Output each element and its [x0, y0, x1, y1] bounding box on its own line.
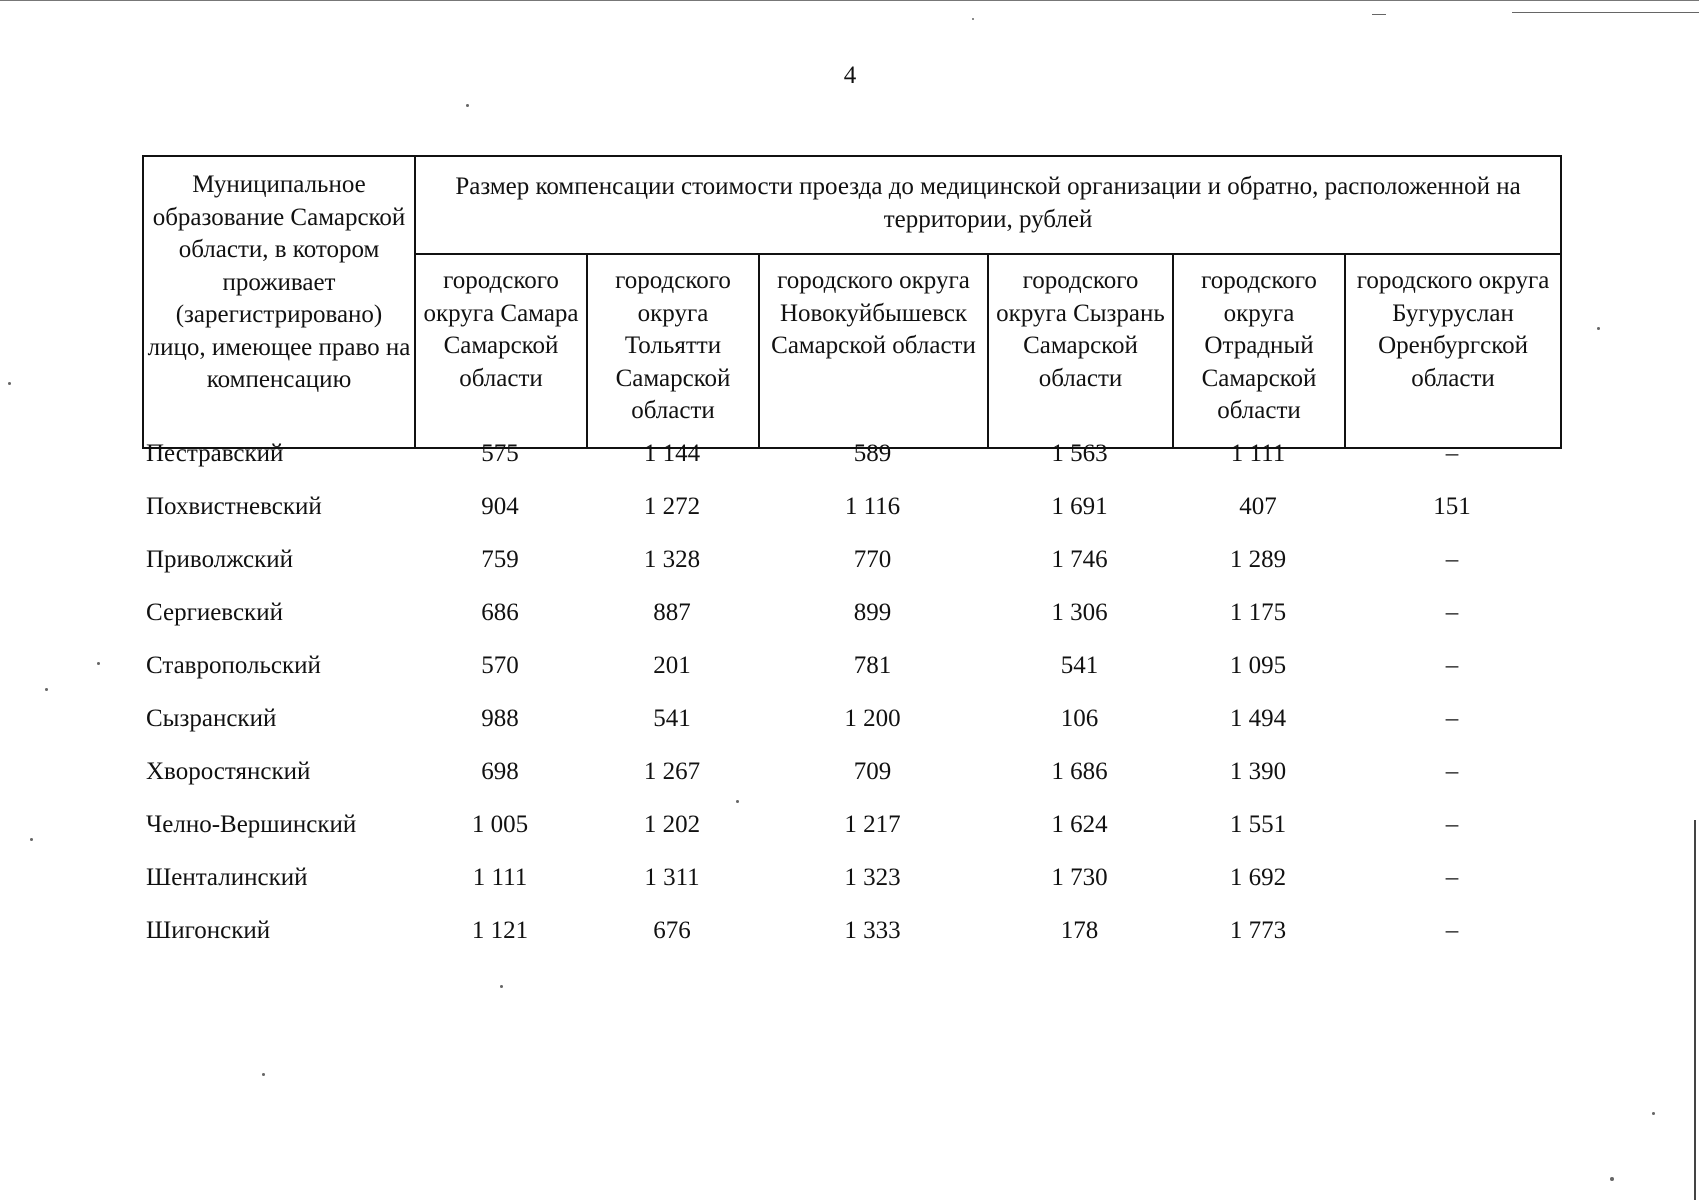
- table-cell: 770: [853, 546, 892, 573]
- table-cell: –: [1445, 599, 1459, 626]
- table-cell: 1 217: [844, 811, 901, 838]
- scan-speck: [30, 838, 33, 841]
- page-number: 4: [843, 62, 857, 89]
- table-cell: 686: [481, 599, 519, 626]
- table-cell: 759: [481, 546, 519, 573]
- table-cell: 151: [1433, 493, 1471, 520]
- table-cell: 1 200: [844, 705, 901, 732]
- table-cell: 1 175: [1229, 599, 1287, 626]
- table-cell: 1 624: [1051, 811, 1108, 838]
- table-cell: 1 692: [1229, 864, 1287, 891]
- table-cell: 1 289: [1229, 546, 1287, 573]
- scan-speck: [1597, 327, 1600, 330]
- table-row: [142, 917, 1560, 970]
- scan-speck: [262, 1073, 265, 1076]
- scan-speck: [972, 18, 974, 20]
- municipality-name: Шигонский: [146, 917, 271, 944]
- table-cell: 1 116: [844, 493, 901, 520]
- table-cell: 1 111: [1230, 440, 1286, 467]
- table-cell: –: [1445, 917, 1459, 944]
- municipality-name: Сергиевский: [146, 599, 283, 626]
- scan-speck: [8, 382, 11, 385]
- scan-speck: [97, 662, 100, 665]
- municipality-name: Приволжский: [146, 546, 294, 573]
- table-cell: 899: [853, 599, 892, 626]
- table-header: [142, 155, 1562, 449]
- municipality-name: Ставропольский: [146, 652, 321, 679]
- table-cell: 575: [481, 440, 519, 467]
- table-cell: 1 686: [1051, 758, 1108, 785]
- table-cell: 178: [1060, 917, 1099, 944]
- municipality-column-header: Муниципальное образование Самарской области, в котором проживает (зарегистрировано) лицо, имеющее право на компенсацию: [143, 156, 415, 448]
- column-header-buguruslan: городского округа Бугуруслан Оренбургской области: [1345, 254, 1561, 448]
- table-cell: 887: [653, 599, 691, 626]
- table-row: [142, 493, 1560, 546]
- table-cell: 1 121: [471, 917, 529, 944]
- municipality-name: Похвистневский: [146, 493, 322, 520]
- column-header-syzran: городского округа Сызрань Самарской области: [988, 254, 1173, 448]
- table-cell: 1 111: [472, 864, 528, 891]
- scan-speck: [1652, 1112, 1655, 1115]
- table-cell: –: [1445, 758, 1459, 785]
- column-header-samara: городского округа Самара Самарской области: [415, 254, 587, 448]
- table-cell: 1 730: [1051, 864, 1108, 891]
- scan-speck: [1610, 1177, 1614, 1181]
- table-cell: 781: [853, 652, 892, 679]
- table-cell: –: [1445, 864, 1459, 891]
- table-cell: 1 691: [1051, 493, 1108, 520]
- table-row: [142, 705, 1560, 758]
- scan-speck: [1694, 820, 1696, 1200]
- table-cell: 1 390: [1229, 758, 1287, 785]
- table-cell: 1 267: [643, 758, 701, 785]
- table-cell: 698: [481, 758, 519, 785]
- table-cell: 1 144: [643, 440, 701, 467]
- municipality-name: Челно-Вершинский: [146, 811, 357, 838]
- table-cell: 589: [853, 440, 892, 467]
- table-cell: 1 202: [643, 811, 701, 838]
- column-header-novokuibyshevsk: городского округа Новокуйбышевск Самарской области: [759, 254, 988, 448]
- compensation-span-header: Размер компенсации стоимости проезда до медицинской организации и обратно, расположенной на территории, рублей: [415, 156, 1561, 254]
- table-cell: 1 005: [471, 811, 529, 838]
- top-border-line: [0, 0, 1699, 1]
- table-row: [142, 599, 1560, 652]
- table-cell: 570: [481, 652, 519, 679]
- column-header-otradny: городского округа Отрадный Самарской области: [1173, 254, 1345, 448]
- table-cell: 1 773: [1229, 917, 1287, 944]
- table-cell: 541: [1060, 652, 1099, 679]
- table-cell: 709: [853, 758, 892, 785]
- scan-speck: [466, 104, 469, 107]
- table-cell: 1 746: [1051, 546, 1108, 573]
- table-row: [142, 546, 1560, 599]
- scan-speck: [1372, 14, 1386, 15]
- table-cell: 1 563: [1051, 440, 1108, 467]
- table-cell: 1 333: [844, 917, 901, 944]
- table-cell: –: [1445, 440, 1459, 467]
- column-header-tolyatti: городского округа Тольятти Самарской области: [587, 254, 759, 448]
- table-cell: 1 328: [643, 546, 701, 573]
- compensation-table-body: [142, 440, 1560, 970]
- municipality-name: Пестравский: [146, 440, 284, 467]
- table-row: [142, 864, 1560, 917]
- municipality-name: Хворостянский: [146, 758, 311, 785]
- table-cell: 106: [1060, 705, 1099, 732]
- table-cell: –: [1445, 705, 1459, 732]
- table-cell: 407: [1239, 493, 1277, 520]
- table-cell: 904: [481, 493, 519, 520]
- table-cell: –: [1445, 652, 1459, 679]
- table-row: [142, 811, 1560, 864]
- table-row: [142, 758, 1560, 811]
- scan-speck: [45, 688, 48, 691]
- table-cell: 541: [653, 705, 691, 732]
- table-cell: 1 095: [1229, 652, 1287, 679]
- scan-speck: [500, 985, 503, 988]
- table-cell: 988: [481, 705, 519, 732]
- table-row: [142, 440, 1560, 493]
- table-cell: –: [1445, 546, 1459, 573]
- table-cell: 1 494: [1229, 705, 1287, 732]
- table-cell: 1 551: [1229, 811, 1287, 838]
- municipality-name: Сызранский: [146, 705, 277, 732]
- scan-speck: [1512, 12, 1699, 13]
- table-cell: 1 272: [643, 493, 701, 520]
- table-cell: –: [1445, 811, 1459, 838]
- table-cell: 676: [653, 917, 691, 944]
- table-cell: 1 323: [844, 864, 901, 891]
- table-cell: 1 311: [644, 864, 700, 891]
- municipality-name: Шенталинский: [146, 864, 308, 891]
- table-row: [142, 652, 1560, 705]
- table-cell: 1 306: [1051, 599, 1108, 626]
- table-cell: 201: [653, 652, 691, 679]
